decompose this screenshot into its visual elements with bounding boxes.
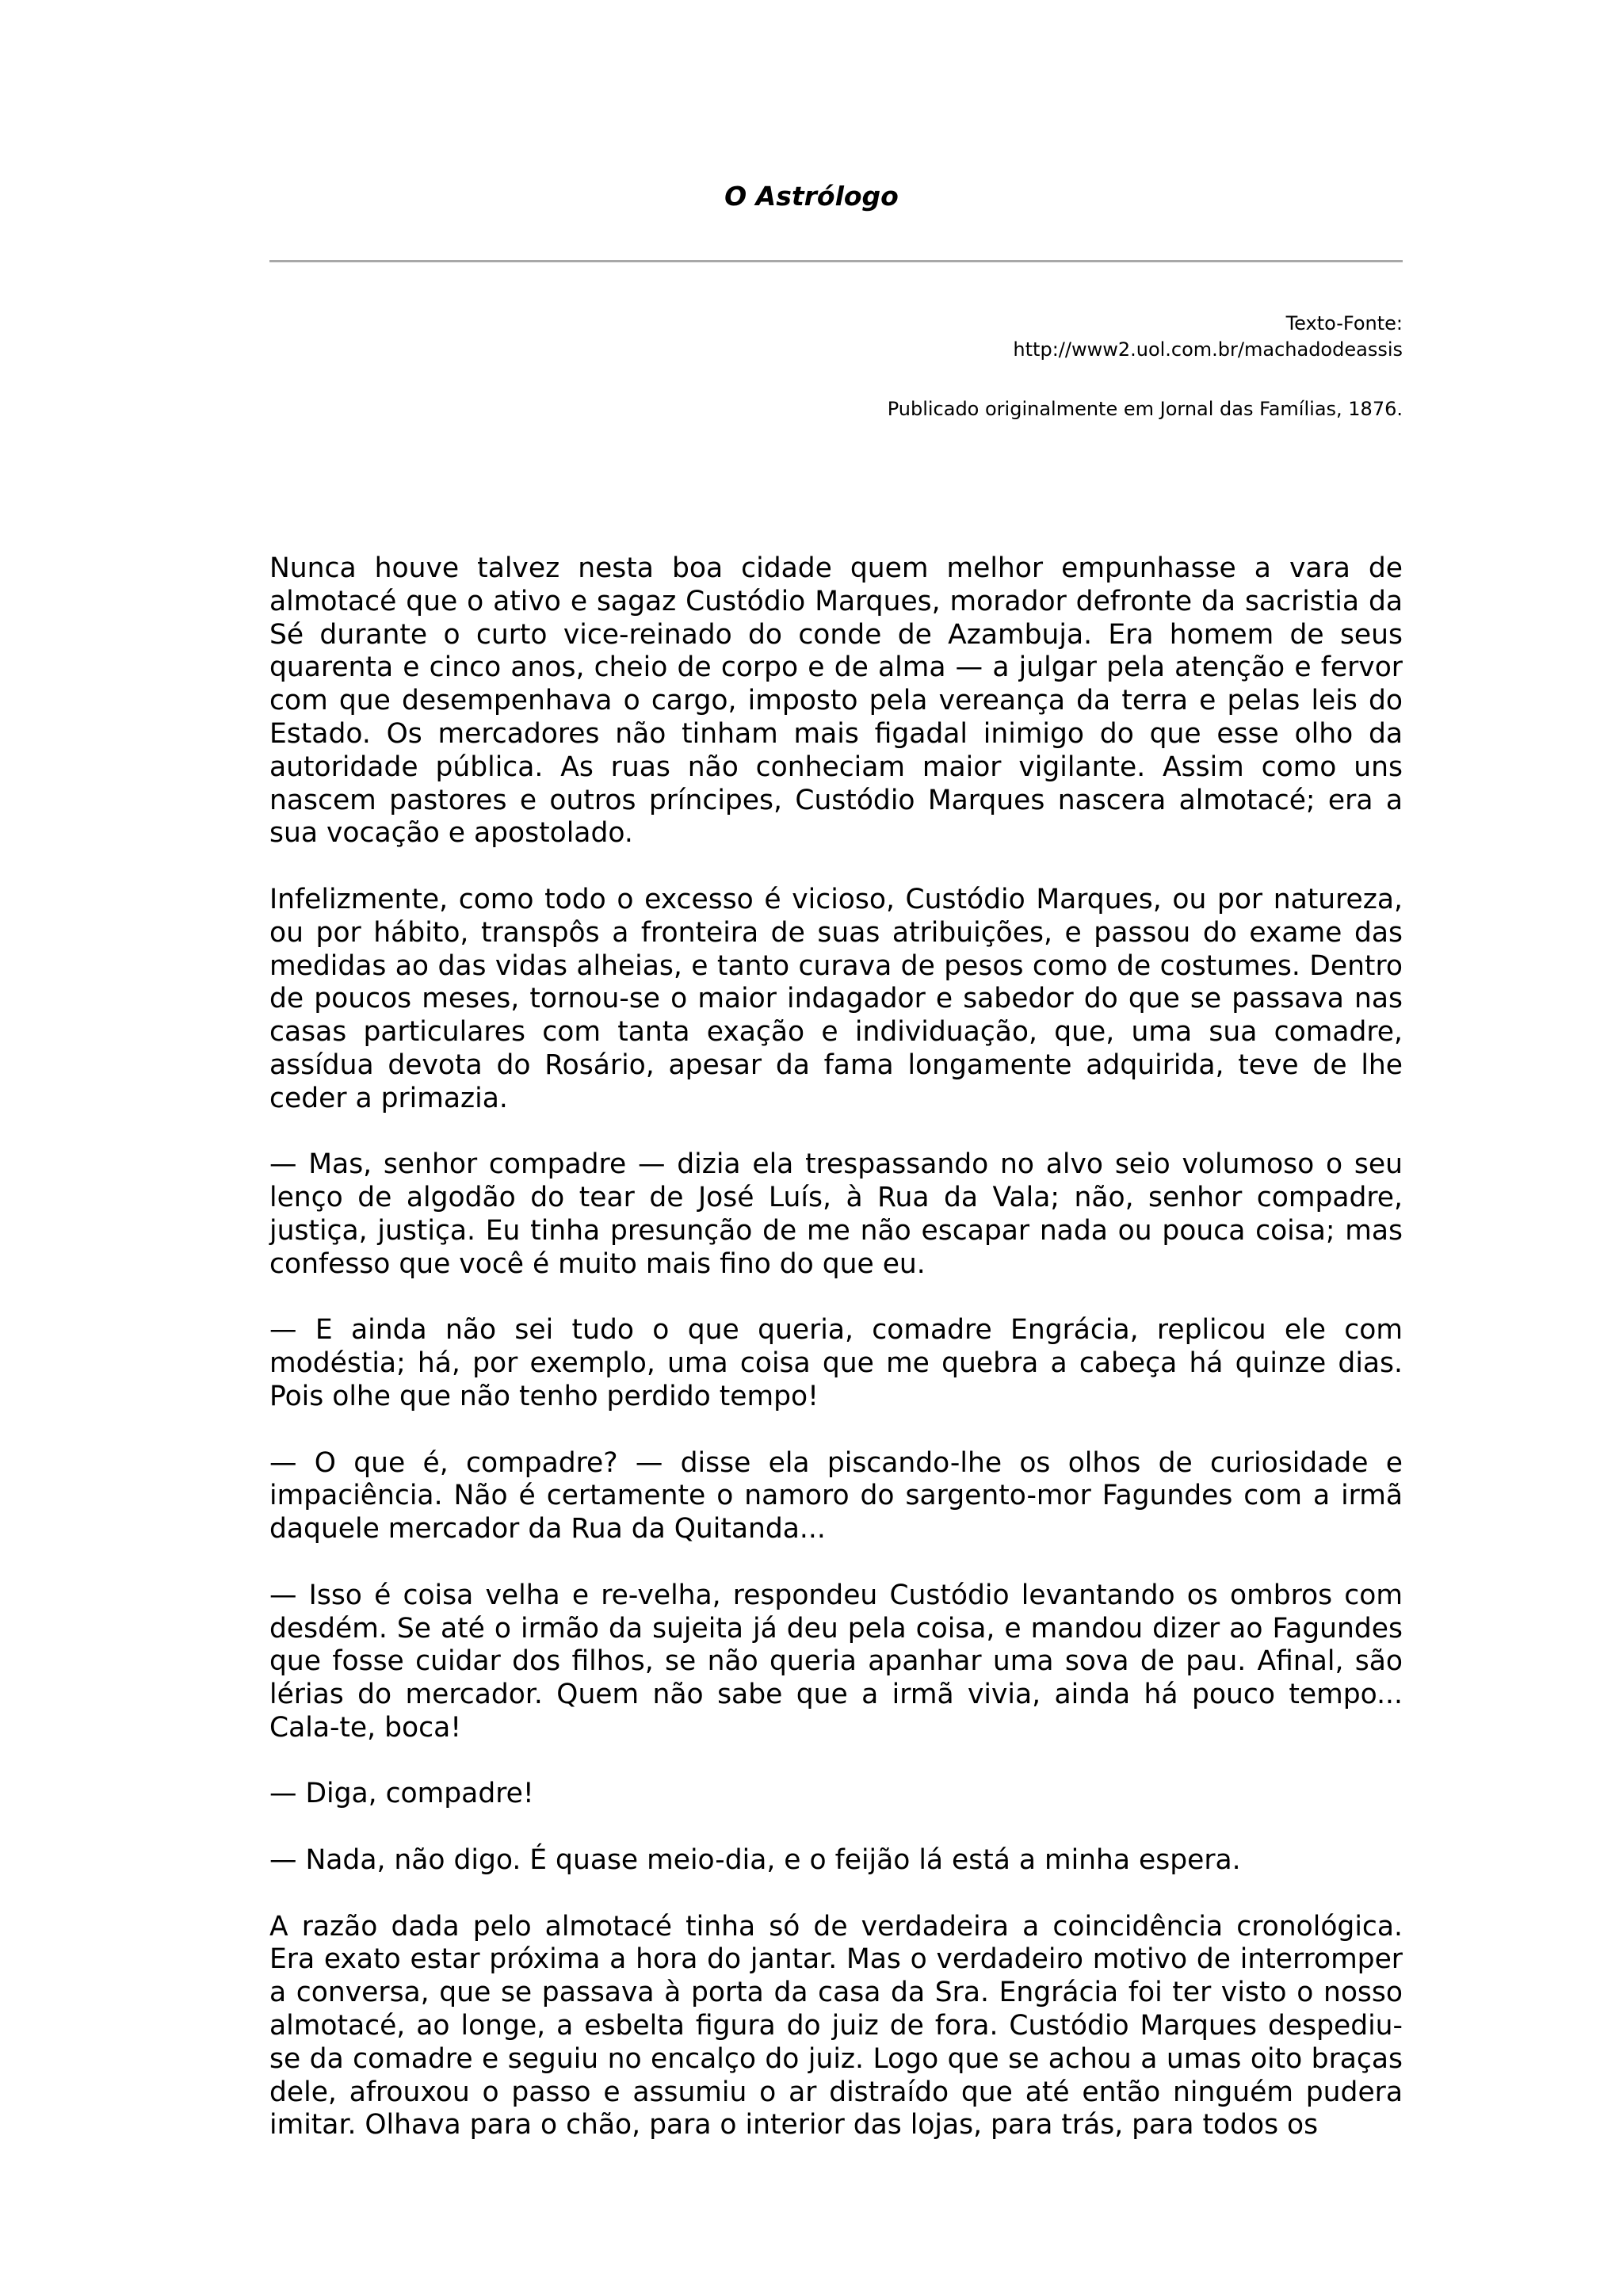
source-label: Texto-Fonte: xyxy=(1285,312,1403,334)
paragraph: — O que é, compadre? — disse ela piscando-lhe os olhos de curiosidade e impaciência. Não é certamente o namoro do sargento-mor Fagundes com a irmã daquele mercador da Rua da Quitanda... xyxy=(269,1446,1403,1545)
paragraph: — Mas, senhor compadre — dizia ela trespassando no alvo seio volumoso o seu lenço de algodão do tear de José Luís, à Rua da Vala; não, senhor compadre, justiça, justiça. Eu tinha presunção de me não escapar nada ou pouca coisa; mas confesso que você é muito mais fino do que eu. xyxy=(269,1148,1403,1280)
body-text xyxy=(269,552,1403,2176)
paragraph: Nunca houve talvez nesta boa cidade quem melhor empunhasse a vara de almotacé que o ativo e sagaz Custódio Marques, morador defronte da sacristia da Sé durante o curto vice-reinado do conde de Azambuja. Era homem de seus quarenta e cinco anos, cheio de corpo e de alma — a julgar pela atenção e fervor com que desempenhava o cargo, imposto pela vereança da terra e pelas leis do Estado. Os mercadores não tinham mais figadal inimigo do que esse olho da autoridade pública. As ruas não conheciam maior vigilante. Assim como uns nascem pastores e outros príncipes, Custódio Marques nascera almotacé; era a sua vocação e apostolado. xyxy=(269,552,1403,850)
paragraph: Infelizmente, como todo o excesso é vicioso, Custódio Marques, ou por natureza, ou por hábito, transpôs a fronteira de suas atribuições, e passou do exame das medidas ao das vidas alheias, e tanto curava de pesos como de costumes. Dentro de poucos meses, tornou-se o maior indagador e sabedor do que se passava nas casas particulares com tanta exação e individuação, que, uma sua comadre, assídua devota do Rosário, apesar da fama longamente adquirida, teve de lhe ceder a primazia. xyxy=(269,883,1403,1114)
published-note: Publicado originalmente em Jornal das Famílias, 1876. xyxy=(887,398,1403,420)
paragraph: — E ainda não sei tudo o que queria, comadre Engrácia, replicou ele com modéstia; há, por exemplo, uma coisa que me quebra a cabeça há quinze dias. Pois olhe que não tenho perdido tempo! xyxy=(269,1314,1403,1412)
paragraph: A razão dada pelo almotacé tinha só de verdadeira a coincidência cronológica. Era exato estar próxima a hora do jantar. Mas o verdadeiro motivo de interromper a conversa, que se passava à porta da casa da Sra. Engrácia foi ter visto o nosso almotacé, ao longe, a esbelta figura do juiz de fora. Custódio Marques despediu-se da comadre e seguiu no encalço do juiz. Logo que se achou a umas oito braças dele, afrouxou o passo e assumiu o ar distraído que até então ninguém pudera imitar. Olhava para o chão, para o interior das lojas, para trás, para todos os xyxy=(269,1910,1403,2141)
source-block xyxy=(269,311,1403,363)
document-title: O Astrólogo xyxy=(724,181,899,212)
source-url: http://www2.uol.com.br/machadodeassis xyxy=(1013,338,1403,361)
paragraph: — Nada, não digo. É quase meio-dia, e o feijão lá está a minha espera. xyxy=(269,1844,1241,1877)
title-divider xyxy=(269,260,1403,262)
paragraph: — Isso é coisa velha e re-velha, respondeu Custódio levantando os ombros com desdém. Se até o irmão da sujeita já deu pela coisa, e mandou dizer ao Fagundes que fosse cuidar dos filhos, se não queria apanhar uma sova de pau. Afinal, são lérias do mercador. Quem não sabe que a irmã vivia, ainda há pouco tempo... Cala-te, boca! xyxy=(269,1579,1403,1744)
paragraph: — Diga, compadre! xyxy=(269,1778,534,1810)
